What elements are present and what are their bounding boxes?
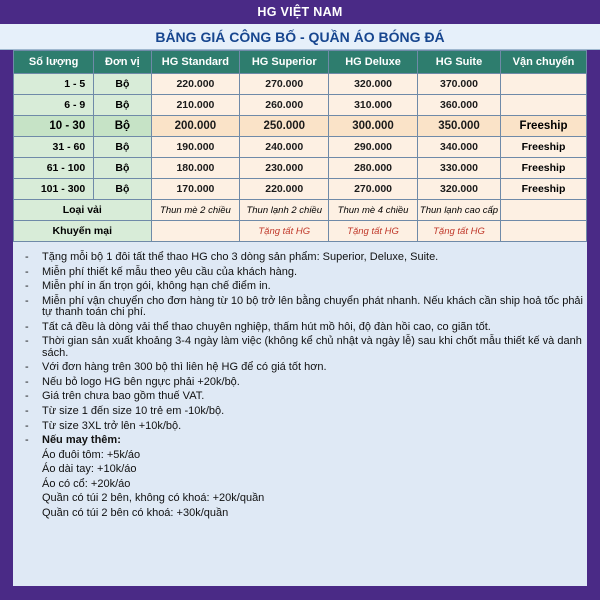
note-item: [16, 252, 586, 264]
note-item: [16, 479, 586, 491]
price-deluxe: 310.000: [329, 95, 418, 116]
note-text: Từ size 3XL trở lên +10k/bộ.: [42, 419, 182, 432]
price-row-qty: 1 - 5: [14, 74, 94, 95]
note-text: Miễn phí thiết kế mẫu theo yêu cầu của khách hàng.: [42, 265, 297, 278]
price-shipping: [501, 74, 587, 95]
price-superior: 230.000: [240, 158, 329, 179]
price-standard: 200.000: [151, 116, 240, 137]
price-suite: 340.000: [417, 137, 500, 158]
price-row-qty: 61 - 100: [14, 158, 94, 179]
table-row: [14, 137, 587, 158]
price-superior: 250.000: [240, 116, 329, 137]
price-deluxe: 270.000: [329, 179, 418, 200]
note-text: Nếu may thêm:: [42, 434, 121, 447]
price-row-qty: 10 - 30: [14, 116, 94, 137]
col-standard: HG Standard: [151, 51, 240, 74]
table-row: [14, 179, 587, 200]
note-bullet: -: [25, 361, 29, 374]
note-text: Áo dài tay: +10k/áo: [42, 463, 137, 476]
price-shipping: Freeship: [501, 116, 587, 137]
table-body: [14, 74, 587, 242]
note-item: [16, 464, 586, 476]
fabric-superior: Thun lạnh 2 chiều: [240, 200, 329, 221]
col-unit: Đơn vị: [94, 51, 151, 74]
promo-label: Khuyến mại: [14, 221, 152, 242]
price-row-unit: Bộ: [94, 158, 151, 179]
col-suite: HG Suite: [417, 51, 500, 74]
price-row-qty: 101 - 300: [14, 179, 94, 200]
price-row-unit: Bộ: [94, 179, 151, 200]
fabric-suite: Thun lạnh cao cấp: [417, 200, 500, 221]
note-bullet: -: [25, 405, 29, 418]
promo-row: [14, 221, 587, 242]
table-row: [14, 116, 587, 137]
note-bullet: -: [25, 335, 29, 348]
price-superior: 260.000: [240, 95, 329, 116]
note-text: Quần có túi 2 bên, không có khoá: +20k/quần: [42, 492, 265, 505]
note-bullet: -: [25, 280, 29, 293]
price-suite: 370.000: [417, 74, 500, 95]
note-bullet: -: [25, 434, 29, 447]
note-item: [16, 281, 586, 293]
price-table-wrap: [0, 50, 600, 242]
notes-list: [0, 242, 600, 519]
note-text: Tất cả đều là dòng vải thể thao chuyên nghiệp, thấm hút mồ hôi, độ đàn hồi cao, co giãn tốt.: [42, 320, 491, 333]
table-row: [14, 74, 587, 95]
price-suite: 330.000: [417, 158, 500, 179]
promo-ship: [501, 221, 587, 242]
col-qty: Số lượng: [14, 51, 94, 74]
price-suite: 360.000: [417, 95, 500, 116]
company-name: HG VIỆT NAM: [257, 5, 343, 19]
promo-superior: Tặng tất HG: [240, 221, 329, 242]
price-superior: 270.000: [240, 74, 329, 95]
note-text: Từ size 1 đến size 10 trẻ em -10k/bộ.: [42, 405, 225, 418]
note-item: [16, 391, 586, 403]
note-item: [16, 322, 586, 334]
price-shipping: Freeship: [501, 137, 587, 158]
fabric-deluxe: Thun mè 4 chiều: [329, 200, 418, 221]
note-text: Tặng mỗi bộ 1 đôi tất thể thao HG cho 3 dòng sản phẩm: Superior, Deluxe, Suite.: [42, 251, 439, 263]
note-item: [16, 508, 586, 520]
promo-standard: [151, 221, 240, 242]
page-title: [0, 24, 600, 50]
price-row-unit: Bộ: [94, 116, 151, 137]
col-shipping: Vận chuyển: [501, 51, 587, 74]
price-row-unit: Bộ: [94, 74, 151, 95]
note-bullet: -: [25, 419, 29, 432]
promo-deluxe: Tặng tất HG: [329, 221, 418, 242]
price-standard: 190.000: [151, 137, 240, 158]
price-standard: 180.000: [151, 158, 240, 179]
footer-bar: [0, 586, 600, 600]
note-bullet: -: [25, 265, 29, 278]
col-superior: HG Superior: [240, 51, 329, 74]
price-superior: 240.000: [240, 137, 329, 158]
note-item: [16, 267, 586, 279]
note-item: [16, 450, 586, 462]
note-text: Miễn phí in ấn trọn gói, không hạn chế điểm in.: [42, 280, 271, 293]
price-row-unit: Bộ: [94, 137, 151, 158]
note-bullet: -: [25, 390, 29, 403]
price-row-qty: 6 - 9: [14, 95, 94, 116]
table-header-row: [14, 51, 587, 74]
note-text: Thời gian sản xuất khoảng 3-4 ngày làm việc (không kể chủ nhật và ngày lễ) sau khi chốt mẫu thiết kế và danh sách.: [42, 335, 582, 359]
note-text: Quần có túi 2 bên có khoá: +30k/quần: [42, 506, 229, 519]
note-item: [16, 336, 586, 359]
price-superior: 220.000: [240, 179, 329, 200]
note-bullet: -: [25, 375, 29, 388]
price-table: [13, 50, 587, 242]
company-header: [0, 0, 600, 24]
price-deluxe: 290.000: [329, 137, 418, 158]
note-item: [16, 377, 586, 389]
page-title-text: BẢNG GIÁ CÔNG BỐ - QUẦN ÁO BÓNG ĐÁ: [155, 28, 445, 45]
note-bullet: -: [25, 251, 29, 263]
promo-suite: Tặng tất HG: [417, 221, 500, 242]
fabric-row: [14, 200, 587, 221]
fabric-ship: [501, 200, 587, 221]
note-text: Miễn phí vận chuyển cho đơn hàng từ 10 bộ trở lên bằng chuyển phát nhanh. Nếu khách cần ship hoả tốc phải tự thanh toán chi phí.: [42, 294, 583, 319]
note-item: [16, 362, 586, 374]
note-item: [16, 421, 586, 433]
price-shipping: Freeship: [501, 158, 587, 179]
price-suite: 350.000: [417, 116, 500, 137]
note-text: Áo có cổ: +20k/áo: [42, 477, 131, 490]
price-standard: 210.000: [151, 95, 240, 116]
price-deluxe: 320.000: [329, 74, 418, 95]
note-item: [16, 493, 586, 505]
note-item: [16, 406, 586, 418]
price-deluxe: 280.000: [329, 158, 418, 179]
price-standard: 220.000: [151, 74, 240, 95]
price-suite: 320.000: [417, 179, 500, 200]
price-shipping: [501, 95, 587, 116]
col-deluxe: HG Deluxe: [329, 51, 418, 74]
price-shipping: Freeship: [501, 179, 587, 200]
fabric-label: Loại vải: [14, 200, 152, 221]
note-text: Giá trên chưa bao gồm thuế VAT.: [42, 390, 205, 403]
note-bullet: -: [25, 294, 29, 307]
note-text: Nếu bỏ logo HG bên ngực phải +20k/bộ.: [42, 375, 240, 388]
price-row-qty: 31 - 60: [14, 137, 94, 158]
note-text: Áo đuôi tôm: +5k/áo: [42, 448, 141, 461]
note-item: [16, 435, 586, 447]
note-item: [16, 296, 586, 319]
note-text: Với đơn hàng trên 300 bộ thì liên hệ HG để có giá tốt hơn.: [42, 361, 327, 374]
price-deluxe: 300.000: [329, 116, 418, 137]
table-row: [14, 158, 587, 179]
note-bullet: -: [25, 320, 29, 333]
price-standard: 170.000: [151, 179, 240, 200]
fabric-standard: Thun mè 2 chiều: [151, 200, 240, 221]
price-row-unit: Bộ: [94, 95, 151, 116]
table-row: [14, 95, 587, 116]
